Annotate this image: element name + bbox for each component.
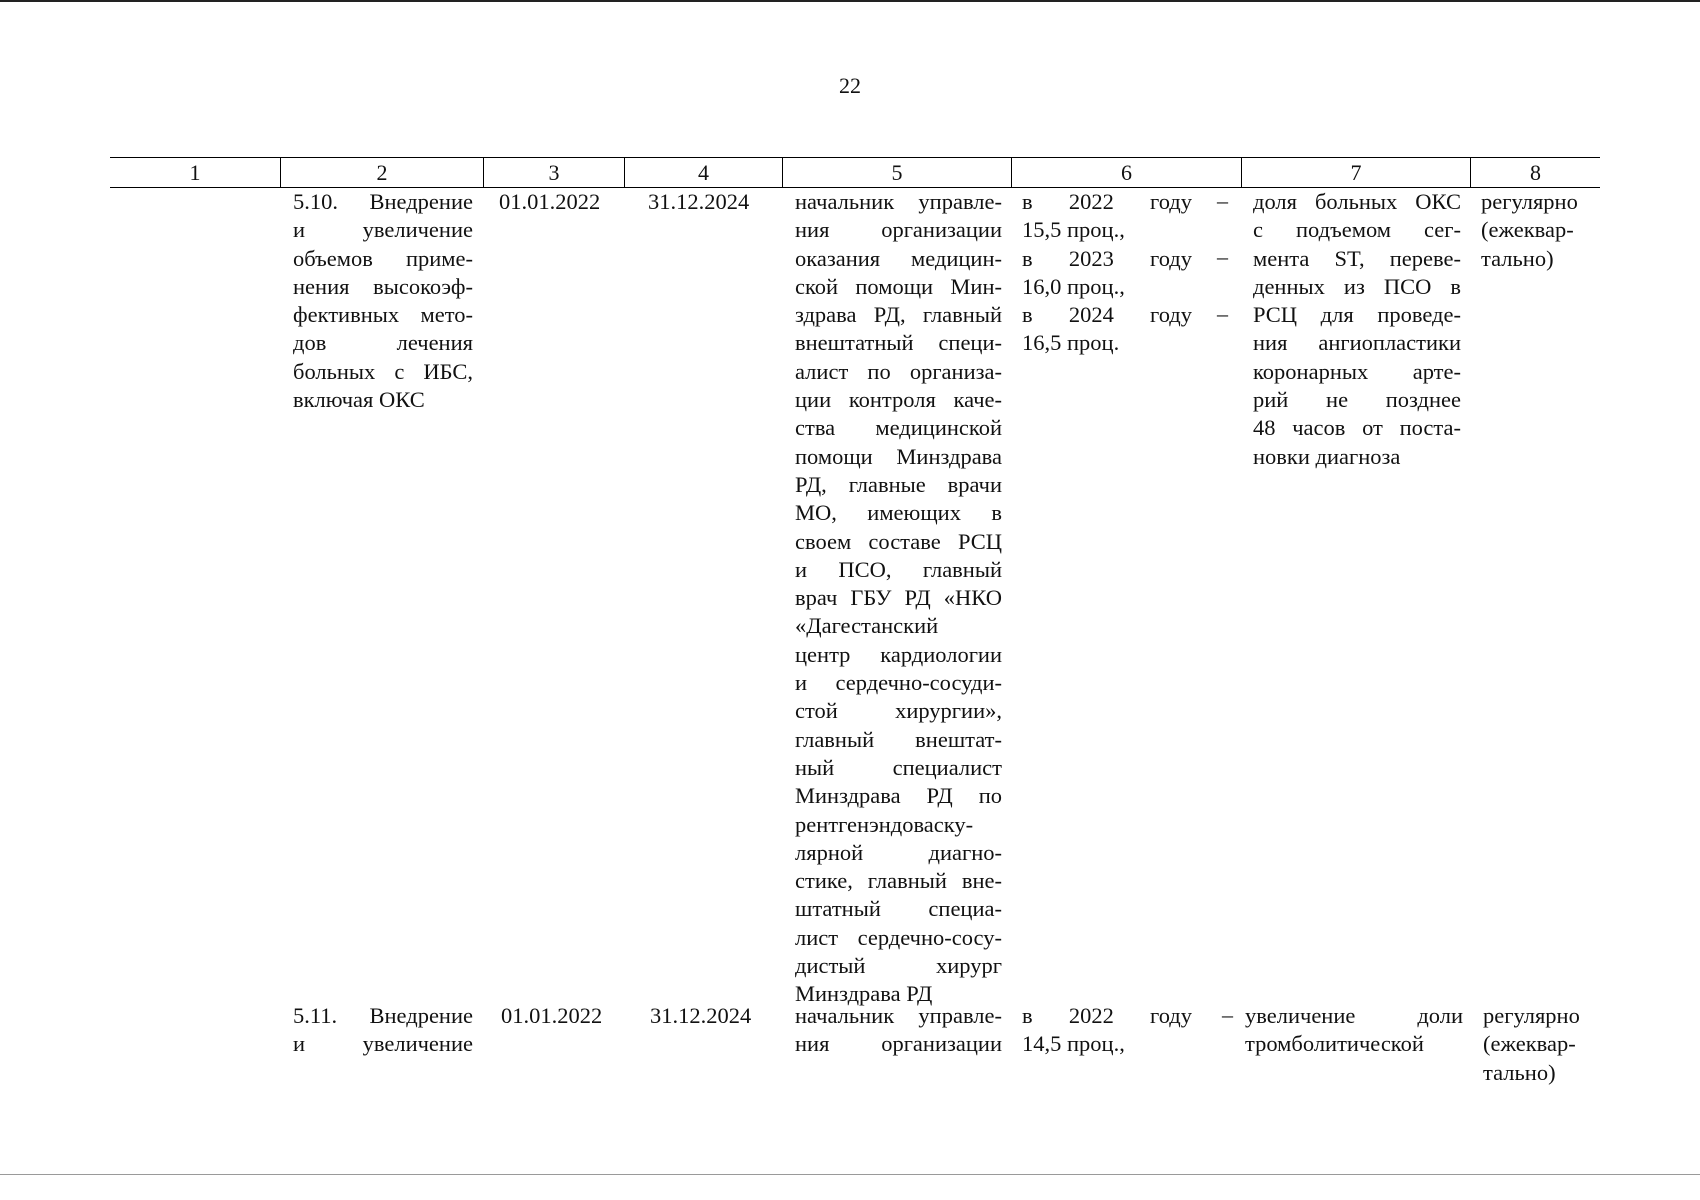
- text-line: 14,5 проц.,: [1022, 1031, 1125, 1057]
- text-line: своем составе РСЦ: [795, 528, 1002, 554]
- target-values-cell: [1022, 188, 1192, 358]
- text-line: начальник управле-: [795, 189, 1002, 214]
- text-line: штатный специа-: [795, 896, 1002, 922]
- end-date-cell: [648, 188, 778, 216]
- text-line: лярной диагно-: [795, 839, 1002, 865]
- text-line: новки диагноза: [1253, 443, 1401, 469]
- text-line: регулярно: [1483, 1003, 1580, 1028]
- text-line: (ежеквар-: [1481, 217, 1574, 243]
- end-date-cell: [650, 1002, 780, 1030]
- indicator-cell: [1253, 188, 1461, 471]
- text-line: внештатный специ-: [795, 330, 1002, 356]
- dash-separator: –: [1217, 244, 1228, 269]
- text-line: стике, главный вне-: [795, 868, 1002, 894]
- text-line: 5.10. Внедрение: [293, 189, 473, 214]
- responsible-cell: [795, 1002, 1002, 1059]
- text-line: РСЦ для проведе-: [1253, 302, 1461, 328]
- start-date-cell: [499, 188, 619, 216]
- start-date: 01.01.2022: [499, 189, 601, 214]
- text-line: в 2022 году: [1022, 189, 1192, 214]
- indicator-cell: [1245, 1002, 1463, 1059]
- text-line: больных с ИБС,: [293, 358, 473, 384]
- column-number-header: 3: [548, 160, 560, 185]
- text-line: 16,0 проц.,: [1022, 273, 1125, 299]
- text-line: объемов приме-: [293, 245, 473, 271]
- scan-top-edge: [0, 0, 1700, 2]
- start-date-cell: [501, 1002, 621, 1030]
- text-line: 5.11. Внедрение: [293, 1003, 473, 1028]
- text-line: с подъемом сег-: [1253, 217, 1461, 243]
- text-line: ния организации: [795, 1031, 1002, 1057]
- end-date: 31.12.2024: [650, 1003, 752, 1028]
- text-line: и увеличение: [293, 217, 473, 243]
- measure-cell: [293, 188, 473, 414]
- dash-separator: –: [1217, 188, 1228, 213]
- text-line: тально): [1481, 245, 1554, 271]
- column-number-header: 1: [189, 160, 201, 185]
- text-line: ный специалист: [795, 754, 1002, 780]
- text-line: ства медицинской: [795, 415, 1002, 441]
- frequency-cell: [1483, 1002, 1598, 1087]
- text-line: рентгенэндоваску-: [795, 811, 974, 837]
- text-line: регулярно: [1481, 189, 1578, 214]
- scan-bottom-edge: [0, 1174, 1700, 1175]
- text-line: и увеличение: [293, 1031, 473, 1057]
- text-line: Минздрава РД по: [795, 783, 1002, 809]
- text-line: тально): [1483, 1059, 1556, 1085]
- start-date: 01.01.2022: [501, 1003, 603, 1028]
- text-line: тромболитической: [1245, 1031, 1424, 1057]
- text-line: «Дагестанский: [795, 613, 939, 639]
- frequency-cell: [1481, 188, 1596, 273]
- text-line: 16,5 проц.: [1022, 330, 1120, 356]
- text-line: и сердечно-сосуди-: [795, 670, 1002, 696]
- column-number-header: 5: [891, 160, 903, 185]
- text-line: ния ангиопластики: [1253, 330, 1461, 356]
- text-line: и ПСО, главный: [795, 556, 1002, 582]
- column-number-header: 8: [1530, 160, 1541, 185]
- column-number-header: 6: [1121, 160, 1132, 185]
- text-line: нения высокоэф-: [293, 273, 473, 299]
- text-line: увеличение доли: [1245, 1003, 1463, 1028]
- text-line: Минздрава РД: [795, 981, 933, 1007]
- text-line: включая ОКС: [293, 387, 425, 413]
- text-line: помощи Минздрава: [795, 443, 1002, 469]
- text-line: в 2022 году: [1022, 1003, 1192, 1028]
- text-line: 15,5 проц.,: [1022, 217, 1125, 243]
- text-line: врач ГБУ РД «НКО: [795, 585, 1002, 611]
- column-number-header: 7: [1350, 160, 1362, 185]
- dash-separator: –: [1222, 1002, 1233, 1027]
- text-line: 48 часов от поста-: [1253, 415, 1461, 441]
- text-line: денных из ПСО в: [1253, 273, 1461, 299]
- text-line: рий не позднее: [1253, 387, 1461, 413]
- responsible-cell: [795, 188, 1002, 1009]
- text-line: алист по организа-: [795, 358, 1002, 384]
- text-line: доля больных ОКС: [1253, 189, 1461, 214]
- page-number: 22: [839, 73, 861, 98]
- text-line: мента ST, переве-: [1253, 245, 1461, 271]
- text-line: МО, имеющих в: [795, 500, 1002, 526]
- dash-separator: –: [1217, 301, 1228, 326]
- text-line: стой хирургии»,: [795, 698, 1002, 724]
- text-line: центр кардиологии: [795, 641, 1002, 667]
- end-date: 31.12.2024: [648, 189, 750, 214]
- column-number-header: 2: [376, 160, 388, 185]
- text-line: в 2024 году: [1022, 302, 1192, 328]
- text-line: ской помощи Мин-: [795, 273, 1002, 299]
- text-line: оказания медицин-: [795, 245, 1002, 271]
- text-line: главный внештат-: [795, 726, 1002, 752]
- text-line: коронарных арте-: [1253, 358, 1461, 384]
- text-line: (ежеквар-: [1483, 1031, 1576, 1057]
- table-top-border: [110, 157, 1600, 158]
- target-values-cell: [1022, 1002, 1192, 1059]
- measure-cell: [293, 1002, 473, 1059]
- text-line: дов лечения: [293, 330, 473, 356]
- text-line: лист сердечно-сосу-: [795, 924, 1002, 950]
- text-line: здрава РД, главный: [795, 302, 1002, 328]
- text-line: ния организации: [795, 217, 1002, 243]
- text-line: РД, главные врачи: [795, 471, 1002, 497]
- column-number-header: 4: [698, 160, 709, 185]
- text-line: фективных мето-: [293, 302, 473, 328]
- text-line: начальник управле-: [795, 1003, 1002, 1028]
- text-line: ции контроля каче-: [795, 387, 1002, 413]
- text-line: в 2023 году: [1022, 245, 1192, 271]
- text-line: дистый хирург: [795, 953, 1002, 979]
